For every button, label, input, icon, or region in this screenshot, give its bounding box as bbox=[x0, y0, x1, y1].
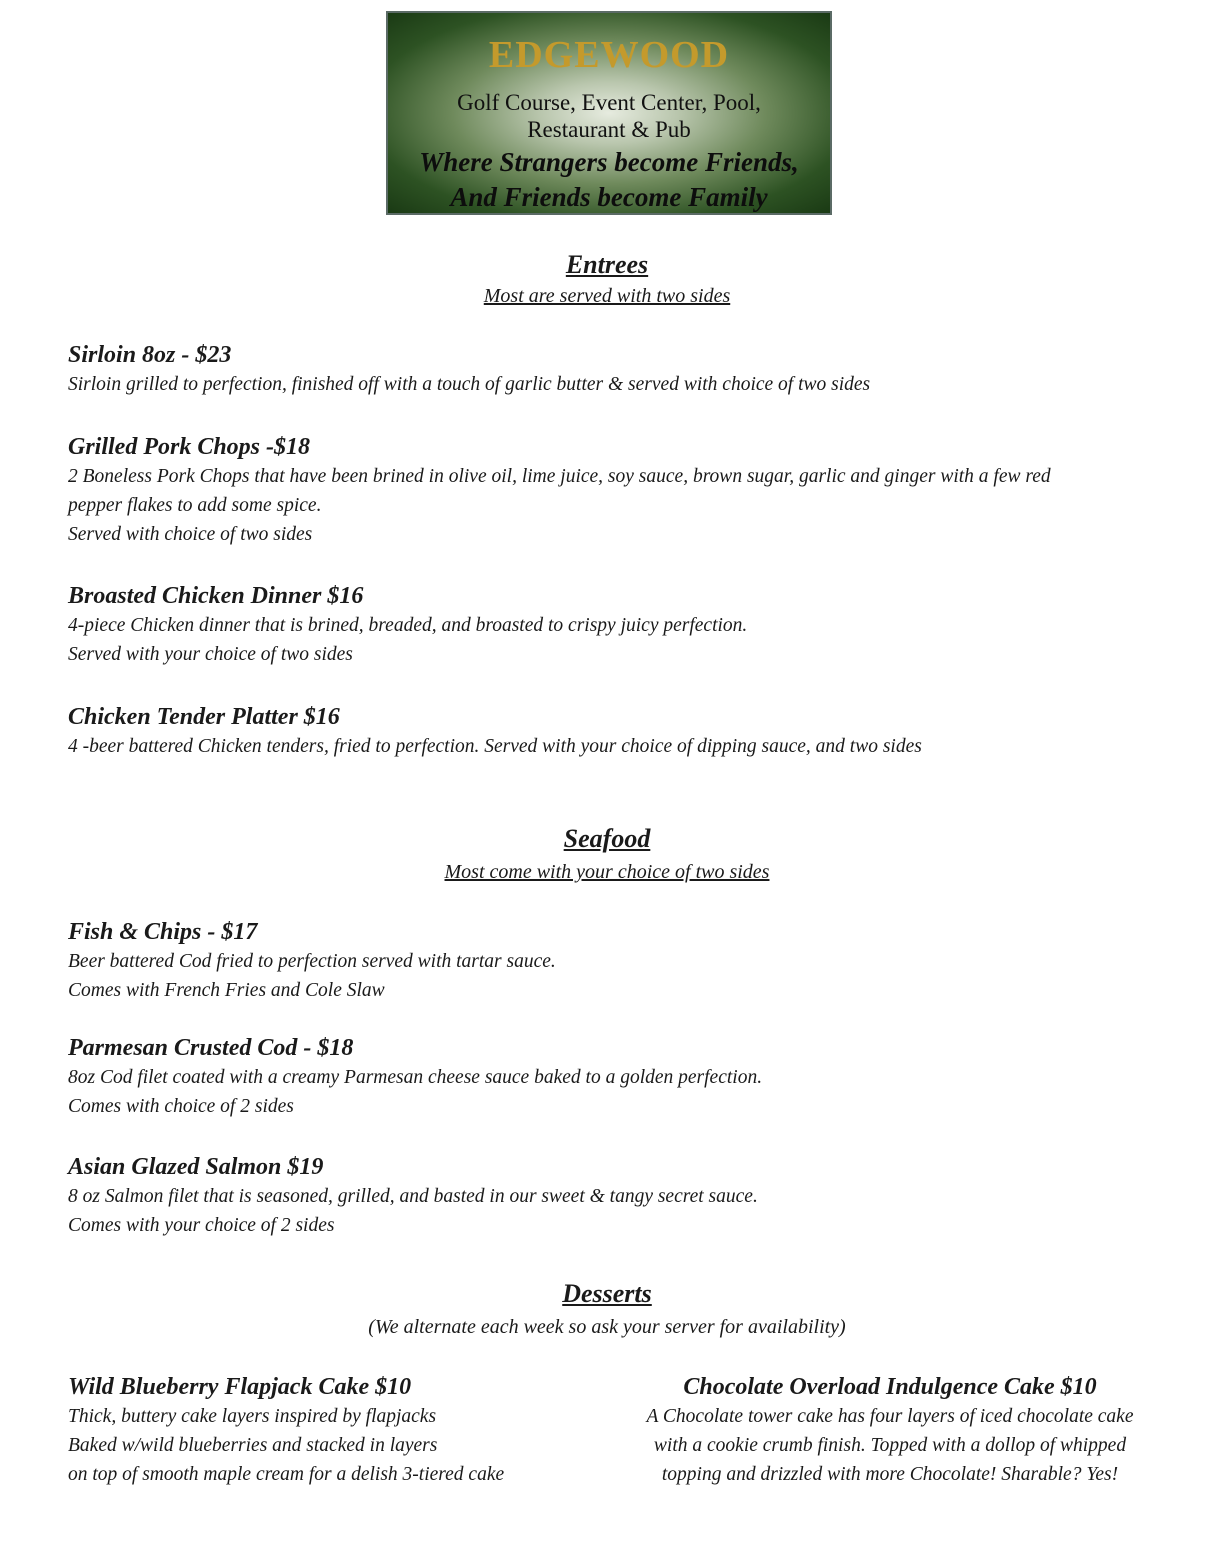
header-banner bbox=[386, 11, 832, 215]
menu-item-title: Grilled Pork Chops -$18 bbox=[68, 434, 311, 460]
menu-item-parmesan-cod bbox=[68, 1033, 1158, 1121]
menu-item-desc: on top of smooth maple cream for a delish 3-tiered cake bbox=[68, 1464, 505, 1485]
menu-item-pork-chops bbox=[68, 432, 1158, 549]
menu-item-desc: Baked w/wild blueberries and stacked in layers bbox=[68, 1435, 438, 1456]
menu-item-desc: Comes with choice of 2 sides bbox=[68, 1096, 294, 1117]
banner-subtitle-line1: Golf Course, Event Center, Pool, bbox=[457, 90, 761, 115]
menu-item-title: Chocolate Overload Indulgence Cake $10 bbox=[683, 1374, 1097, 1400]
menu-item-desc: 4-piece Chicken dinner that is brined, breaded, and broasted to crispy juicy perfection. bbox=[68, 615, 748, 636]
menu-item-blueberry-cake bbox=[68, 1372, 588, 1489]
seafood-heading: Seafood bbox=[563, 824, 651, 853]
banner-subtitle-line2: Restaurant & Pub bbox=[527, 117, 691, 142]
menu-item-desc: 8 oz Salmon filet that is seasoned, grilled, and basted in our sweet & tangy secret sauce. bbox=[68, 1186, 758, 1207]
menu-item-title: Wild Blueberry Flapjack Cake $10 bbox=[68, 1374, 412, 1400]
menu-item-title: Broasted Chicken Dinner $16 bbox=[68, 583, 364, 609]
seafood-note: Most come with your choice of two sides bbox=[444, 861, 770, 883]
edgewood-logo: EDGEWOOD bbox=[488, 34, 730, 76]
menu-item-desc: Beer battered Cod fried to perfection served with tartar sauce. bbox=[68, 951, 556, 972]
banner-tagline-line1: Where Strangers become Friends, bbox=[419, 147, 799, 177]
menu-item-desc: Comes with your choice of 2 sides bbox=[68, 1215, 335, 1236]
menu-item-title: Fish & Chips - $17 bbox=[68, 919, 258, 945]
menu-item-desc: Sirloin grilled to perfection, finished off with a touch of garlic butter & served with choice of two sides bbox=[68, 374, 871, 395]
menu-item-title: Sirloin 8oz - $23 bbox=[68, 342, 232, 368]
menu-item-desc: Comes with French Fries and Cole Slaw bbox=[68, 980, 385, 1001]
menu-item-desc: topping and drizzled with more Chocolate! Sharable? Yes! bbox=[661, 1464, 1119, 1485]
menu-item-desc: 2 Boneless Pork Chops that have been brined in olive oil, lime juice, soy sauce, brown sugar, garlic and ginger with a few red bbox=[68, 466, 1051, 487]
menu-item-fish-chips bbox=[68, 917, 1158, 1005]
menu-item-broasted-chicken bbox=[68, 581, 1158, 669]
menu-item-desc: pepper flakes to add some spice. bbox=[68, 495, 322, 516]
menu-item-desc: A Chocolate tower cake has four layers of iced chocolate cake bbox=[646, 1406, 1134, 1427]
banner-tagline-line2: And Friends become Family bbox=[450, 182, 768, 212]
menu-item-desc: 4 -beer battered Chicken tenders, fried to perfection. Served with your choice of dipping sauce, and two sides bbox=[68, 736, 922, 757]
desserts-heading: Desserts bbox=[562, 1279, 652, 1308]
entrees-note: Most are served with two sides bbox=[483, 285, 731, 307]
menu-item-title: Asian Glazed Salmon $19 bbox=[68, 1154, 324, 1180]
menu-item-asian-salmon bbox=[68, 1152, 1158, 1240]
menu-item-desc: Served with your choice of two sides bbox=[68, 644, 353, 665]
menu-item-chicken-tenders bbox=[68, 702, 1158, 761]
menu-item-sirloin bbox=[68, 340, 1158, 399]
menu-item-title: Parmesan Crusted Cod - $18 bbox=[68, 1035, 354, 1061]
entrees-heading: Entrees bbox=[565, 250, 649, 279]
desserts-note: (We alternate each week so ask your server for availability) bbox=[368, 1316, 846, 1338]
menu-item-chocolate-cake bbox=[610, 1372, 1170, 1489]
menu-item-title: Chicken Tender Platter $16 bbox=[68, 704, 340, 730]
menu-item-desc: 8oz Cod filet coated with a creamy Parmesan cheese sauce baked to a golden perfection. bbox=[68, 1067, 763, 1088]
menu-item-desc: with a cookie crumb finish. Topped with a dollop of whipped bbox=[653, 1435, 1127, 1456]
menu-item-desc: Served with choice of two sides bbox=[68, 524, 313, 545]
menu-item-desc: Thick, buttery cake layers inspired by flapjacks bbox=[68, 1406, 437, 1427]
